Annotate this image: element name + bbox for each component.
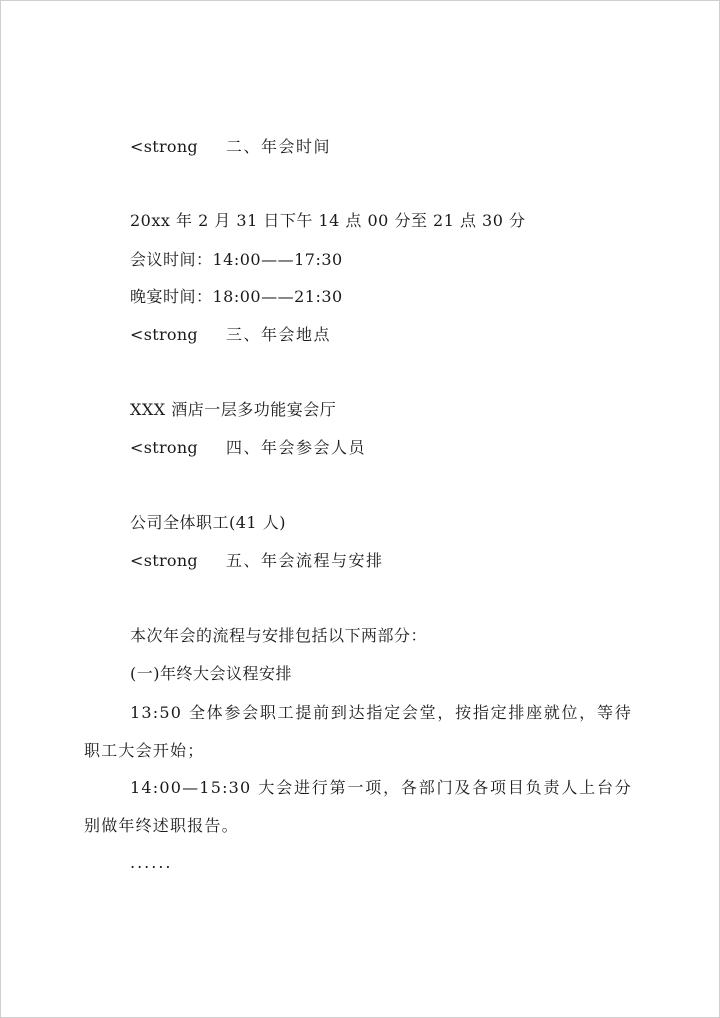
- heading-tag: <strong: [130, 438, 198, 457]
- agenda-item-2: 14:00—15:30 大会进行第一项，各部门及各项目负责人上台分别做年终述职报告。: [84, 778, 632, 835]
- ellipsis: ......: [130, 853, 173, 872]
- heading-title: 五、年会流程与安排: [226, 551, 384, 570]
- part1-title: (一)年终大会议程安排: [130, 664, 292, 683]
- venue-place: XXX 酒店一层多功能宴会厅: [130, 400, 337, 419]
- section-heading-venue: [130, 325, 331, 345]
- heading-title: 四、年会参会人员: [226, 438, 367, 457]
- section-heading-time: [130, 137, 331, 157]
- process-intro: 本次年会的流程与安排包括以下两部分：: [130, 626, 428, 645]
- heading-tag: <strong: [130, 137, 198, 156]
- heading-title: 三、年会地点: [226, 325, 332, 344]
- section-heading-process: [130, 551, 384, 571]
- agenda-item-1: 13:50 全体参会职工提前到达指定会堂，按指定排座就位，等待职工大会开始；: [84, 703, 632, 760]
- meeting-time-line: 会议时间：14:00——17:30: [130, 250, 343, 269]
- section-heading-attendees: [130, 438, 366, 458]
- heading-tag: <strong: [130, 325, 198, 344]
- banquet-time-line: 晚宴时间：18:00——21:30: [130, 287, 343, 306]
- heading-tag: <strong: [130, 551, 198, 570]
- heading-title: 二、年会时间: [226, 137, 332, 156]
- attendee-people: 公司全体职工(41 人): [130, 513, 286, 532]
- date-line: 20xx 年 2 月 31 日下午 14 点 00 分至 21 点 30 分: [130, 211, 526, 230]
